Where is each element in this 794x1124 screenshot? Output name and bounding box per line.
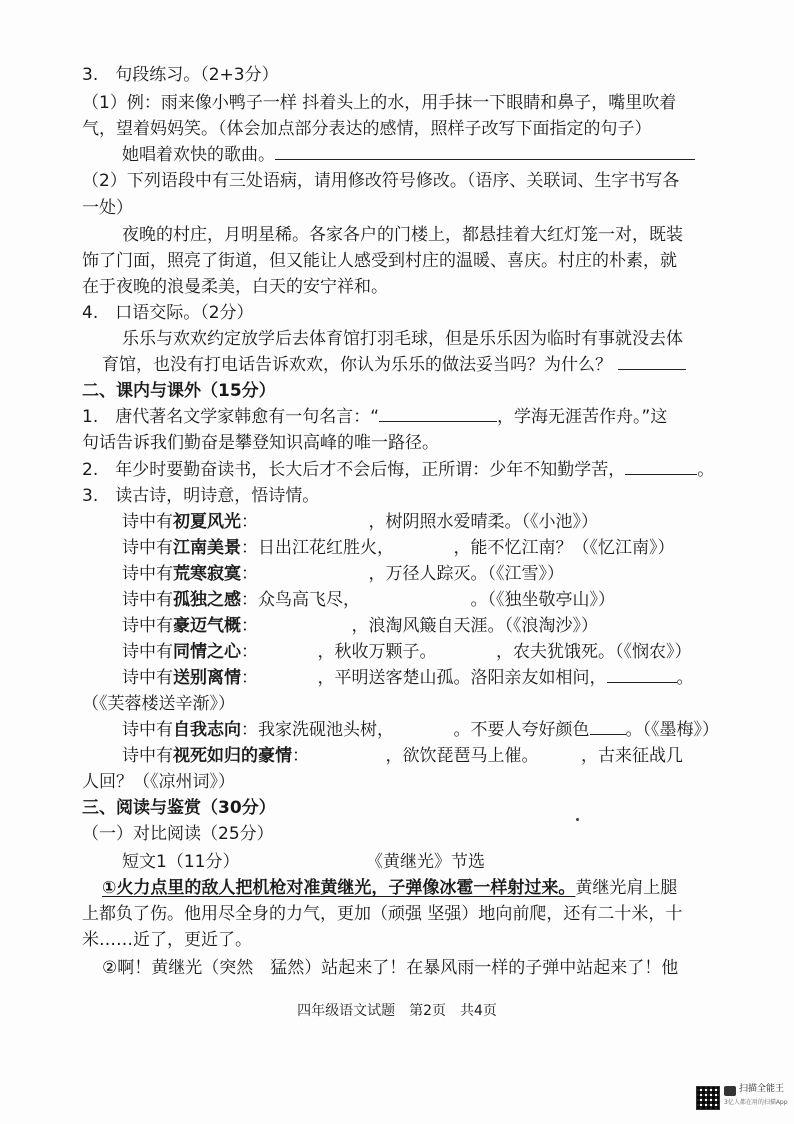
passage-line3: 在于夜晚的浪曼柔美，白天的安宁祥和。	[82, 277, 388, 297]
answer-blank[interactable]	[607, 668, 677, 683]
poem-row-text: ：众鸟高飞尽， 。（《独坐敬亭山》）	[241, 590, 615, 610]
poem-row-text: ：我家洗砚池头树， 。不要人夸好颜色	[241, 720, 590, 740]
poem-row-end: 。（《墨梅》）	[625, 720, 719, 740]
qr-code-icon	[696, 1086, 720, 1110]
poem-theme: 豪迈气概	[173, 616, 241, 636]
poem-row-prefix: 诗中有	[122, 538, 173, 558]
text1-title: 《黄继光》节选	[366, 852, 485, 872]
poem-row-prefix: 诗中有	[122, 616, 173, 636]
poem-theme: 送别离情	[173, 668, 241, 688]
poem-theme: 孤独之感	[173, 590, 241, 610]
s2-q2-text: 2. 年少时要勤奋读书，长大后才不会后悔，正所谓：少年不知勤学苦，	[82, 460, 626, 480]
scanner-logo-icon	[724, 1086, 736, 1096]
q4-text-line1: 乐乐与欢欢约定放学后去体育馆打羽毛球，但是乐乐因为临时有事就没去体	[122, 329, 683, 349]
poem-row-text: ： ，树阴照水爱晴柔。（《小池》）	[241, 512, 598, 532]
poem-row-8	[122, 719, 719, 741]
poem-row-end: 。	[676, 668, 694, 688]
passage-line2: 饰了门面，照亮了街道，但又能让人感受到村庄的温暖、喜庆。村庄的朴素，就	[82, 251, 677, 271]
q4-heading: 4. 口语交际。（2分）	[82, 303, 254, 323]
scanner-brand: 扫描全能王	[739, 1084, 785, 1094]
text1-label: 短文1（11分）	[122, 852, 240, 872]
poem-row-text: ： ，秋收万颗子。 ，农夫犹饿死。（《悯农》）	[241, 642, 692, 662]
s2-q1-line1	[82, 406, 667, 428]
q3-2-prompt-line1: （2）下列语段中有三处语病，请用修改符号修改。（语序、关联词、生字书写各	[82, 171, 680, 191]
stray-mark	[576, 818, 579, 821]
s2-q3-heading: 3. 读古诗，明诗意，悟诗情。	[82, 486, 320, 506]
text1-para1-rest: 黄继光肩上腿	[575, 878, 678, 898]
q3-heading: 3. 句段练习。（2+3分）	[82, 65, 279, 85]
poem-row-1	[122, 511, 598, 533]
s2-q1-line2: 句话告诉我们勤奋是攀登知识高峰的唯一路径。	[82, 433, 439, 453]
scanner-tagline: 3亿人都在用的扫描App	[724, 1099, 788, 1106]
poem-theme: 视死如归的豪情	[173, 746, 292, 766]
poem-row-prefix: 诗中有	[122, 590, 173, 610]
underlined-sentence: ①火力点里的敌人把机枪对准黄继光，子弹像冰雹一样射过来。	[102, 878, 576, 898]
section-3-heading: 三、阅读与鉴赏（30分）	[82, 798, 276, 818]
poem-row-text: ：日出江花红胜火， ，能不忆江南？（《忆江南》）	[241, 538, 675, 558]
answer-blank[interactable]	[590, 720, 626, 735]
poem-row-7-source: （《芙蓉楼送辛渐》）	[82, 694, 235, 714]
text1-para2-line1: ②啊！黄继光（突然 猛然）站起来了！在暴风雨一样的子弹中站起来了！他	[102, 958, 679, 978]
q3-2-prompt-line2: 一处）	[82, 198, 133, 218]
page-footer: 四年级语文试题 第2页 共4页	[297, 1003, 497, 1019]
text1-para1-line1	[102, 877, 677, 899]
poem-theme: 江南美景	[173, 538, 241, 558]
poem-row-text: ： ，欲饮琵琶马上催。 ，古来征战几	[292, 746, 683, 766]
poem-row-prefix: 诗中有	[122, 720, 173, 740]
poem-row-prefix: 诗中有	[122, 564, 173, 584]
subsection-1-heading: （一）对比阅读（25分）	[82, 824, 274, 844]
poem-row-text: ： ，万径人踪灭。（《江雪》）	[241, 564, 564, 584]
poem-row-prefix: 诗中有	[122, 512, 173, 532]
section-2-heading: 二、课内与课外（15分）	[82, 381, 276, 401]
q4-text-line2	[102, 354, 686, 376]
text1-para1-line2: 上都负了伤。他用尽全身的力气，更加（顽强 坚强）地向前爬，还有二十米，十	[82, 904, 683, 924]
poem-row-7	[122, 667, 694, 689]
answer-blank[interactable]	[379, 407, 497, 422]
q4-text-line2-text: 育馆，也没有打电话告诉欢欢，你认为乐乐的做法妥当吗？为什么？	[102, 355, 612, 375]
poem-row-prefix: 诗中有	[122, 668, 173, 688]
poem-row-prefix: 诗中有	[122, 746, 173, 766]
poem-row-text: ： ，平明送客楚山孤。洛阳亲友如相问，	[241, 668, 607, 688]
answer-blank[interactable]	[275, 145, 695, 160]
q3-1-prompt-line2: 气，望着妈妈笑。（体会加点部分表达的感情，照样子改写下面指定的句子）	[82, 119, 652, 139]
q3-1-sentence	[122, 144, 695, 166]
text1-para1-line3: 米……近了，更近了。	[82, 930, 252, 950]
poem-theme: 荒寒寂寞	[173, 564, 241, 584]
answer-blank[interactable]	[625, 460, 697, 475]
poem-row-text: ： ，浪淘风簸自天涯。（《浪淘沙》）	[241, 616, 598, 636]
poem-theme: 初夏风光	[173, 512, 241, 532]
poem-theme: 自我志向	[173, 720, 241, 740]
passage-line1: 夜晚的村庄，月明星稀。各家各户的门楼上，都悬挂着大红灯笼一对，既装	[122, 225, 683, 245]
s2-q2-end: 。	[697, 460, 715, 480]
poem-theme: 同情之心	[173, 642, 241, 662]
poem-row-6	[122, 641, 692, 663]
poem-row-4	[122, 589, 615, 611]
q3-1-prompt-line1: （1）例：雨来像小鸭子一样 抖着头上的水，用手抹一下眼睛和鼻子，嘴里吹着	[82, 93, 677, 113]
answer-blank[interactable]	[618, 355, 686, 370]
s2-q2	[82, 459, 714, 481]
poem-row-3	[122, 563, 564, 585]
s2-q1-text-a: 1. 唐代著名文学家韩愈有一句名言：“	[82, 407, 380, 427]
poem-row-prefix: 诗中有	[122, 642, 173, 662]
poem-row-9-cont: 人回？（《凉州词》）	[82, 772, 235, 792]
poem-row-5	[122, 615, 598, 637]
poem-row-2	[122, 537, 675, 559]
poem-row-9	[122, 745, 683, 767]
s2-q1-text-b: ，学海无涯苦作舟。”这	[497, 407, 668, 427]
q3-1-sentence-text: 她唱着欢快的歌曲。	[122, 145, 275, 165]
